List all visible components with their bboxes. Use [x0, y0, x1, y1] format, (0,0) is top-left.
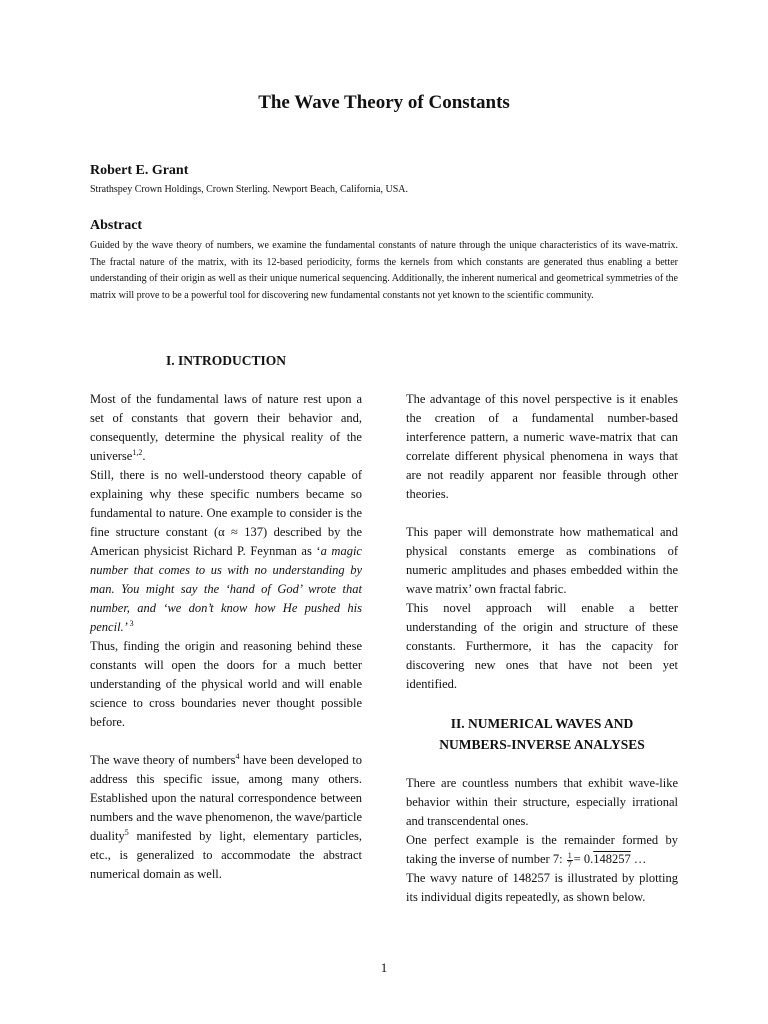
author-affiliation: Strathspey Crown Holdings, Crown Sterling. Newport Beach, California, USA.	[90, 184, 409, 195]
section-heading-introduction: I. INTRODUCTION	[165, 353, 287, 368]
reference-marker: 3	[129, 619, 134, 628]
intro-paragraph-3: Thus, finding the origin and reasoning behind these constants will open the doors for a much better understanding of the physical world and will enable science to cross boundaries never thought possible before.	[90, 639, 362, 729]
section2-paragraph-1: There are countless numbers that exhibit wave-like behavior within their structure, especially irrational and transcendental ones.	[406, 776, 678, 828]
equation-prefix: = 0.	[573, 852, 594, 866]
feynman-quote: a magic number that comes to us with no understanding by man. You might say the ‘hand of God’ wrote that number, and ‘we don’t know how He pushed his pencil.	[90, 544, 362, 634]
section-heading-line-1: II. NUMERICAL WAVES AND	[450, 716, 634, 731]
section2-paragraph-2	[406, 831, 678, 869]
page-number: 1	[380, 960, 388, 975]
section2-paragraph-3: The wavy nature of 148257 is illustrated by plotting its individual digits repeatedly, as shown below.	[406, 871, 678, 904]
quote-close: ’	[123, 620, 130, 634]
intro-p1-end: .	[142, 449, 146, 463]
intro-paragraph-7: This novel approach will enable a better understanding of the origin and structure of these constants. Furthermore, it has the capacity for discovering new ones that have not been yet identified.	[406, 601, 678, 691]
reference-marker: 5	[124, 828, 129, 837]
intro-p4-part-c: manifested by light, elementary particles, etc., is generalized to accommodate the abstract numerical domain as well.	[90, 829, 362, 881]
intro-p4-part-a: The wave theory of numbers	[90, 753, 236, 767]
reference-marker: 4	[235, 752, 240, 761]
paper-title: The Wave Theory of Constants	[258, 92, 510, 113]
section-heading-numerical-waves	[406, 713, 678, 755]
reference-marker: 1,2	[132, 448, 143, 457]
right-column	[406, 390, 678, 907]
fraction-one-seventh	[567, 852, 573, 869]
intro-paragraph-2	[90, 466, 362, 637]
fraction-denominator: 7	[567, 859, 572, 869]
abstract-heading: Abstract	[90, 218, 143, 233]
equation-suffix: …	[630, 852, 647, 866]
left-column	[90, 390, 362, 884]
repeating-digits: 148257	[593, 852, 631, 866]
intro-p4-part-b: have been developed to address this specific issue, among many others. Established upon the natural correspondence between numbers and the wave phenomenon, the wave/particle duality	[90, 753, 362, 843]
intro-p2-text: Still, there is no well-understood theory capable of explaining why these specific numbers became so fundamental to nature. One example to consider is the fine structure constant (α ≈ 137) described by the American physicist Richard P. Feynman as ‘	[90, 468, 362, 558]
fraction-numerator: 1	[567, 850, 572, 860]
section-heading-line-2: NUMBERS-INVERSE ANALYSES	[439, 737, 645, 752]
author-name: Robert E. Grant	[90, 163, 189, 178]
intro-paragraph-5: The advantage of this novel perspective is it enables the creation of a fundamental number-based interference pattern, a numeric wave-matrix that can correlate different physical phenomena in ways that are not readily apparent nor feasible through other theories.	[406, 392, 678, 501]
intro-paragraph-1	[90, 390, 362, 466]
abstract-text: Guided by the wave theory of numbers, we examine the fundamental constants of nature through the unique characteristics of its wave-matrix. The fractal nature of the matrix, with its 12-based periodicity, forms the kernels from which constants are generated thus enabling a better understanding of their origin as well as their unique numerical sequencing. Additionally, the inherent numerical and geometrical symmetries of the matrix will prove to be a powerful tool for discovering new fundamental constants not yet known to the scientific community.	[90, 240, 678, 301]
section2-p2-text: One perfect example is the remainder formed by taking the inverse of number 7:	[406, 833, 678, 866]
intro-paragraph-4	[90, 751, 362, 884]
intro-paragraph-6: This paper will demonstrate how mathematical and physical constants emerge as combinations of numeric amplitudes and phases embedded within the wave matrix’ own fractal fabric.	[406, 525, 678, 596]
intro-p1-text: Most of the fundamental laws of nature rest upon a set of constants that govern their behavior and, consequently, determine the physical reality of the universe	[90, 392, 362, 463]
